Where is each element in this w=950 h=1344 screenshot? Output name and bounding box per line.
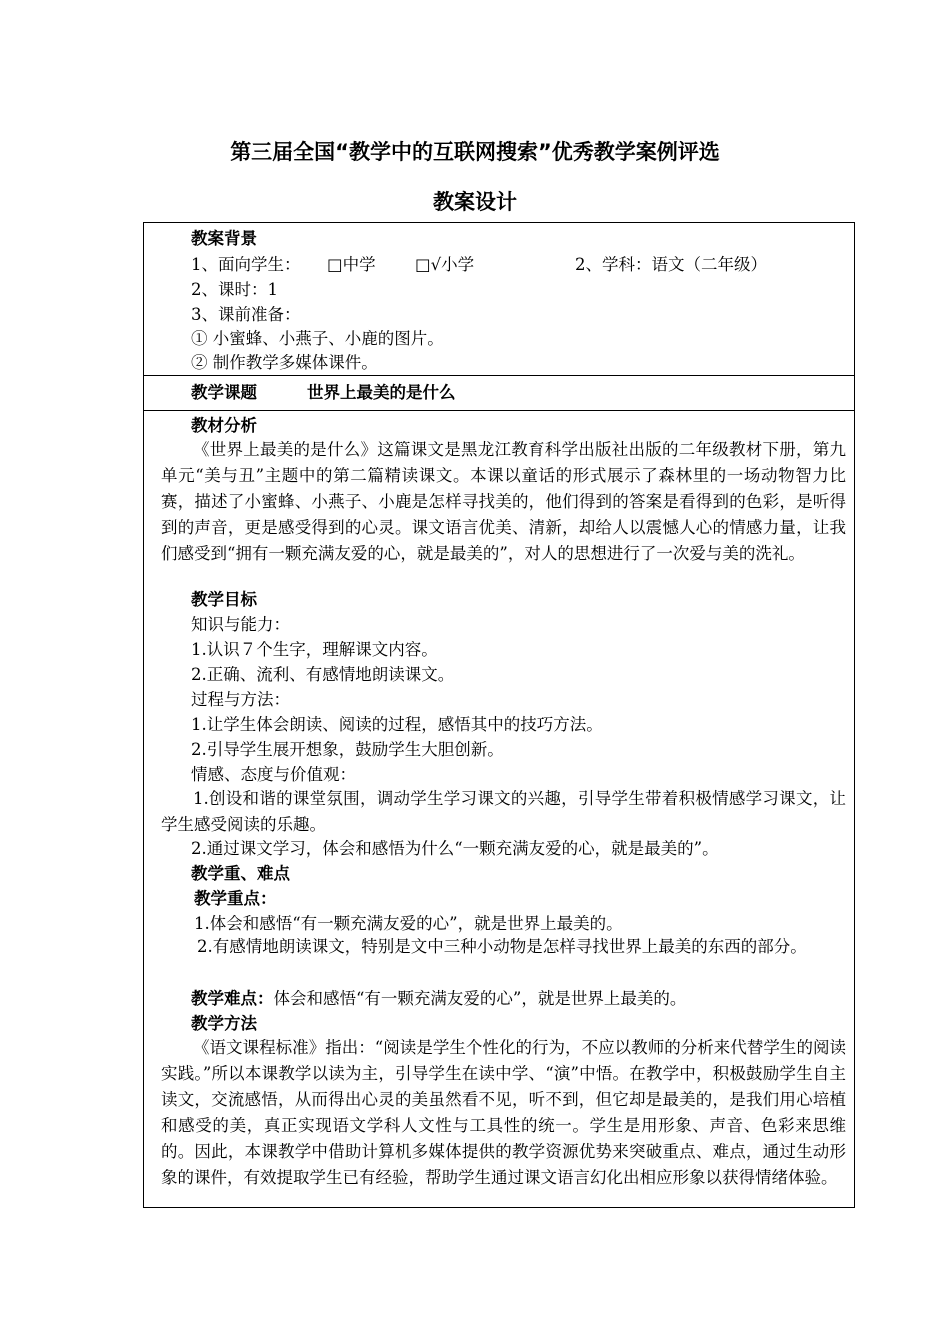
document-subtitle: 教案设计 <box>433 190 517 214</box>
goals-process-heading: 过程与方法： <box>191 690 290 709</box>
audience-label: 1、面向学生： <box>191 255 301 274</box>
focus-item-1: 1.体会和感悟“有一颗充满友爱的心”，就是世界上最美的。 <box>194 914 623 933</box>
method-text: 《语文课程标准》指出：“阅读是学生个性化的行为，不应以教师的分析来代替学生的阅读实践。”所以本课教学以读为主，引导学生在读中学、“演”中悟。在教学中，积极鼓励学生自主读文，交流感悟，从而得出心灵的美虽然看不见，听不到，但它却是最美的，是我们用心培植和感受的美，真正实现语文学科人文性与工具性的统一。学生是用形象、声音、色彩来思维的。因此，本课教学中借助计算机多媒体提供的教学资源优势来突破重点、难点，通过生动形象的课件，有效提取学生已有经验，帮助学生通过课文语言幻化出相应形象以获得情绪体验。 <box>161 1038 846 1187</box>
focus-heading: 教学重点： <box>194 889 277 908</box>
background-heading: 教案背景 <box>191 229 257 248</box>
goals-emotion-2: 2.通过课文学习，体会和感悟为什么“一颗充满友爱的心，就是最美的”。 <box>191 839 719 858</box>
prep-item-1: ① 小蜜蜂、小燕子、小鹿的图片。 <box>191 329 444 348</box>
middle-school-checkbox: □中学 <box>327 255 376 274</box>
topic-label: 教学课题 <box>191 383 257 402</box>
goals-process-2: 2.引导学生展开想象，鼓励学生大胆创新。 <box>191 740 504 759</box>
goals-emotion-heading: 情感、态度与价值观： <box>191 765 356 784</box>
topic-section <box>143 375 855 411</box>
keypoints-heading: 教学重、难点 <box>191 864 290 883</box>
background-section <box>143 222 855 376</box>
goals-heading: 教学目标 <box>191 590 257 609</box>
document-title: 第三届全国“教学中的互联网搜索”优秀教学案例评选 <box>230 140 720 164</box>
goals-knowledge-heading: 知识与能力： <box>191 615 290 634</box>
background-line-audience <box>191 253 846 277</box>
content-section <box>143 410 855 1208</box>
prep-item-2: ② 制作教学多媒体课件。 <box>191 353 378 372</box>
topic-row <box>191 381 846 405</box>
focus-item-2: 2.有感情地朗读课文，特别是文中三种小动物是怎样寻找世界上最美的东西的部分。 <box>197 937 807 956</box>
goals-knowledge-1: 1.认识７个生字，理解课文内容。 <box>191 640 438 659</box>
method-heading: 教学方法 <box>191 1014 257 1033</box>
goals-process-1: 1.让学生体会朗读、阅读的过程，感悟其中的技巧方法。 <box>191 715 603 734</box>
goals-knowledge-2: 2.正确、流利、有感情地朗读课文。 <box>191 665 455 684</box>
background-line-hours: 2、课时：1 <box>191 280 278 299</box>
analysis-text: 《世界上最美的是什么》这篇课文是黑龙江教育科学出版社出版的二年级教材下册，第九单元“美与丑”主题中的第二篇精读课文。本课以童话的形式展示了森林里的一场动物智力比赛，描述了小蜜蜂、小燕子、小鹿是怎样寻找美的，他们得到的答案是看得到的色彩，是听得到的声音，更是感受得到的心灵。课文语言优美、清新，却给人以震憾人心的情感力量，让我们感受到“拥有一颗充满友爱的心，就是最美的”，对人的思想进行了一次爱与美的洗礼。 <box>161 440 846 563</box>
primary-school-checkbox: □√小学 <box>415 255 475 274</box>
subject-label: 2、学科：语文（二年级） <box>575 255 767 274</box>
goals-emotion-1: 1.创设和谐的课堂氛围，调动学生学习课文的兴趣，引导学生带着积极情感学习课文，让学生感受阅读的乐趣。 <box>161 789 846 834</box>
difficulty-text: 体会和感悟“有一颗充满友爱的心”，就是世界上最美的。 <box>273 989 687 1008</box>
difficulty-row <box>191 987 846 1011</box>
difficulty-label: 教学难点： <box>191 989 274 1008</box>
background-line-prep: 3、课前准备： <box>191 305 301 324</box>
topic-value: 世界上最美的是什么 <box>307 383 456 402</box>
analysis-heading: 教材分析 <box>191 416 257 435</box>
